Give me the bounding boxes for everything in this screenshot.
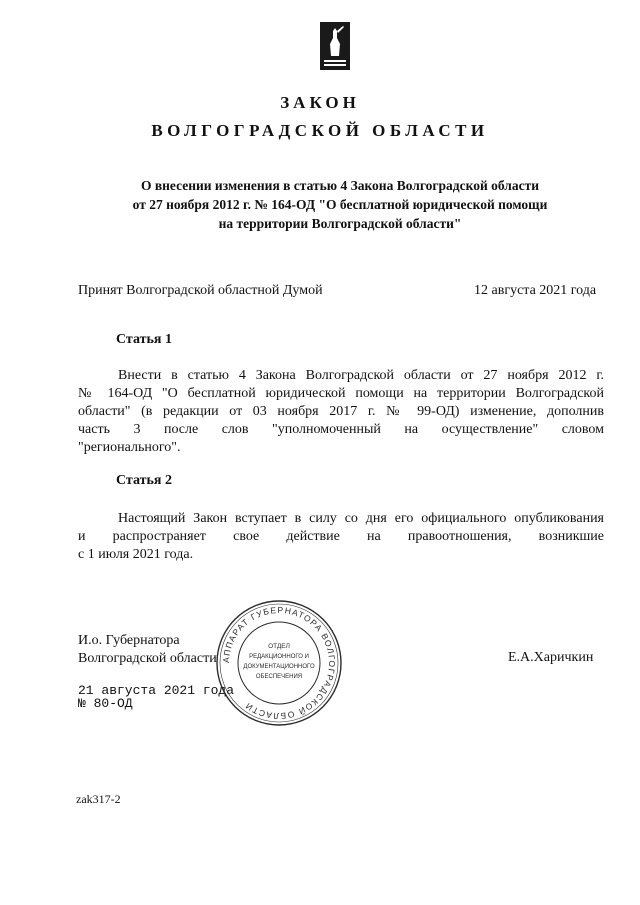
- article-line: с 1 июля 2021 года.: [78, 547, 194, 562]
- article-line: Внести в статью 4 Закона Волгоградской области от 27 ноября 2012 г.: [118, 368, 604, 383]
- signer-name: Е.А.Харичкин: [508, 650, 594, 665]
- adoption-label: Принят Волгоградской областной Думой: [78, 283, 323, 298]
- document-issuer-title: ВОЛГОГРАДСКОЙ ОБЛАСТИ: [151, 121, 489, 140]
- subject-line: от 27 ноября 2012 г. № 164-ОД "О бесплатной юридической помощи: [132, 197, 548, 212]
- signer-position-line: И.о. Губернатора: [78, 633, 180, 648]
- subject-line: на территории Волгоградской области": [218, 216, 462, 231]
- signing-date: 21 августа 2021 года: [78, 683, 235, 698]
- document-type-title: ЗАКОН: [280, 93, 360, 112]
- signer-position: [78, 632, 217, 668]
- subject-line: О внесении изменения в статью 4 Закона Волгоградской области: [140, 178, 540, 193]
- article-line: Настоящий Закон вступает в силу со дня его официального опубликования: [118, 511, 604, 526]
- signing-details: [78, 684, 234, 710]
- article-2-text: [78, 510, 604, 564]
- stamp-ring-text: АППАРАТ ГУБЕРНАТОРА ВОЛГОГРАДСКОЙ ОБЛАСТИ: [220, 604, 338, 722]
- article-line: области" (в редакции от 03 ноября 2017 г. № 99-ОД) изменение, дополнив: [78, 404, 604, 419]
- stamp-center-line: ДОКУМЕНТАЦИОННОГО: [243, 664, 315, 670]
- law-number: № 80-ОД: [78, 696, 133, 711]
- coat-of-arms-icon: [320, 22, 350, 70]
- stamp-center-line: ОБЕСПЕЧЕНИЯ: [255, 674, 303, 680]
- article-line: и распространяет свое действие на правоотношения, возникшие: [78, 529, 604, 544]
- stamp-center-line: ОТДЕЛ: [268, 643, 290, 650]
- adoption-date: 12 августа 2021 года: [474, 283, 597, 298]
- article-line: № 164-ОД "О бесплатной юридической помощи на территории Волгоградской: [78, 386, 604, 401]
- article-1-title: Статья 1: [116, 332, 172, 347]
- official-stamp: [214, 598, 344, 728]
- article-2-title: Статья 2: [116, 473, 172, 488]
- stamp-center-line: РЕДАКЦИОННОГО И: [249, 654, 309, 660]
- article-line: "регионального".: [78, 440, 181, 455]
- article-line: часть 3 после слов "уполномоченный на осуществление" словом: [78, 422, 604, 437]
- law-subject: [80, 176, 600, 233]
- signer-position-line: Волгоградской области: [78, 651, 217, 666]
- document-code: zak317-2: [76, 792, 121, 806]
- article-1-text: [78, 367, 604, 457]
